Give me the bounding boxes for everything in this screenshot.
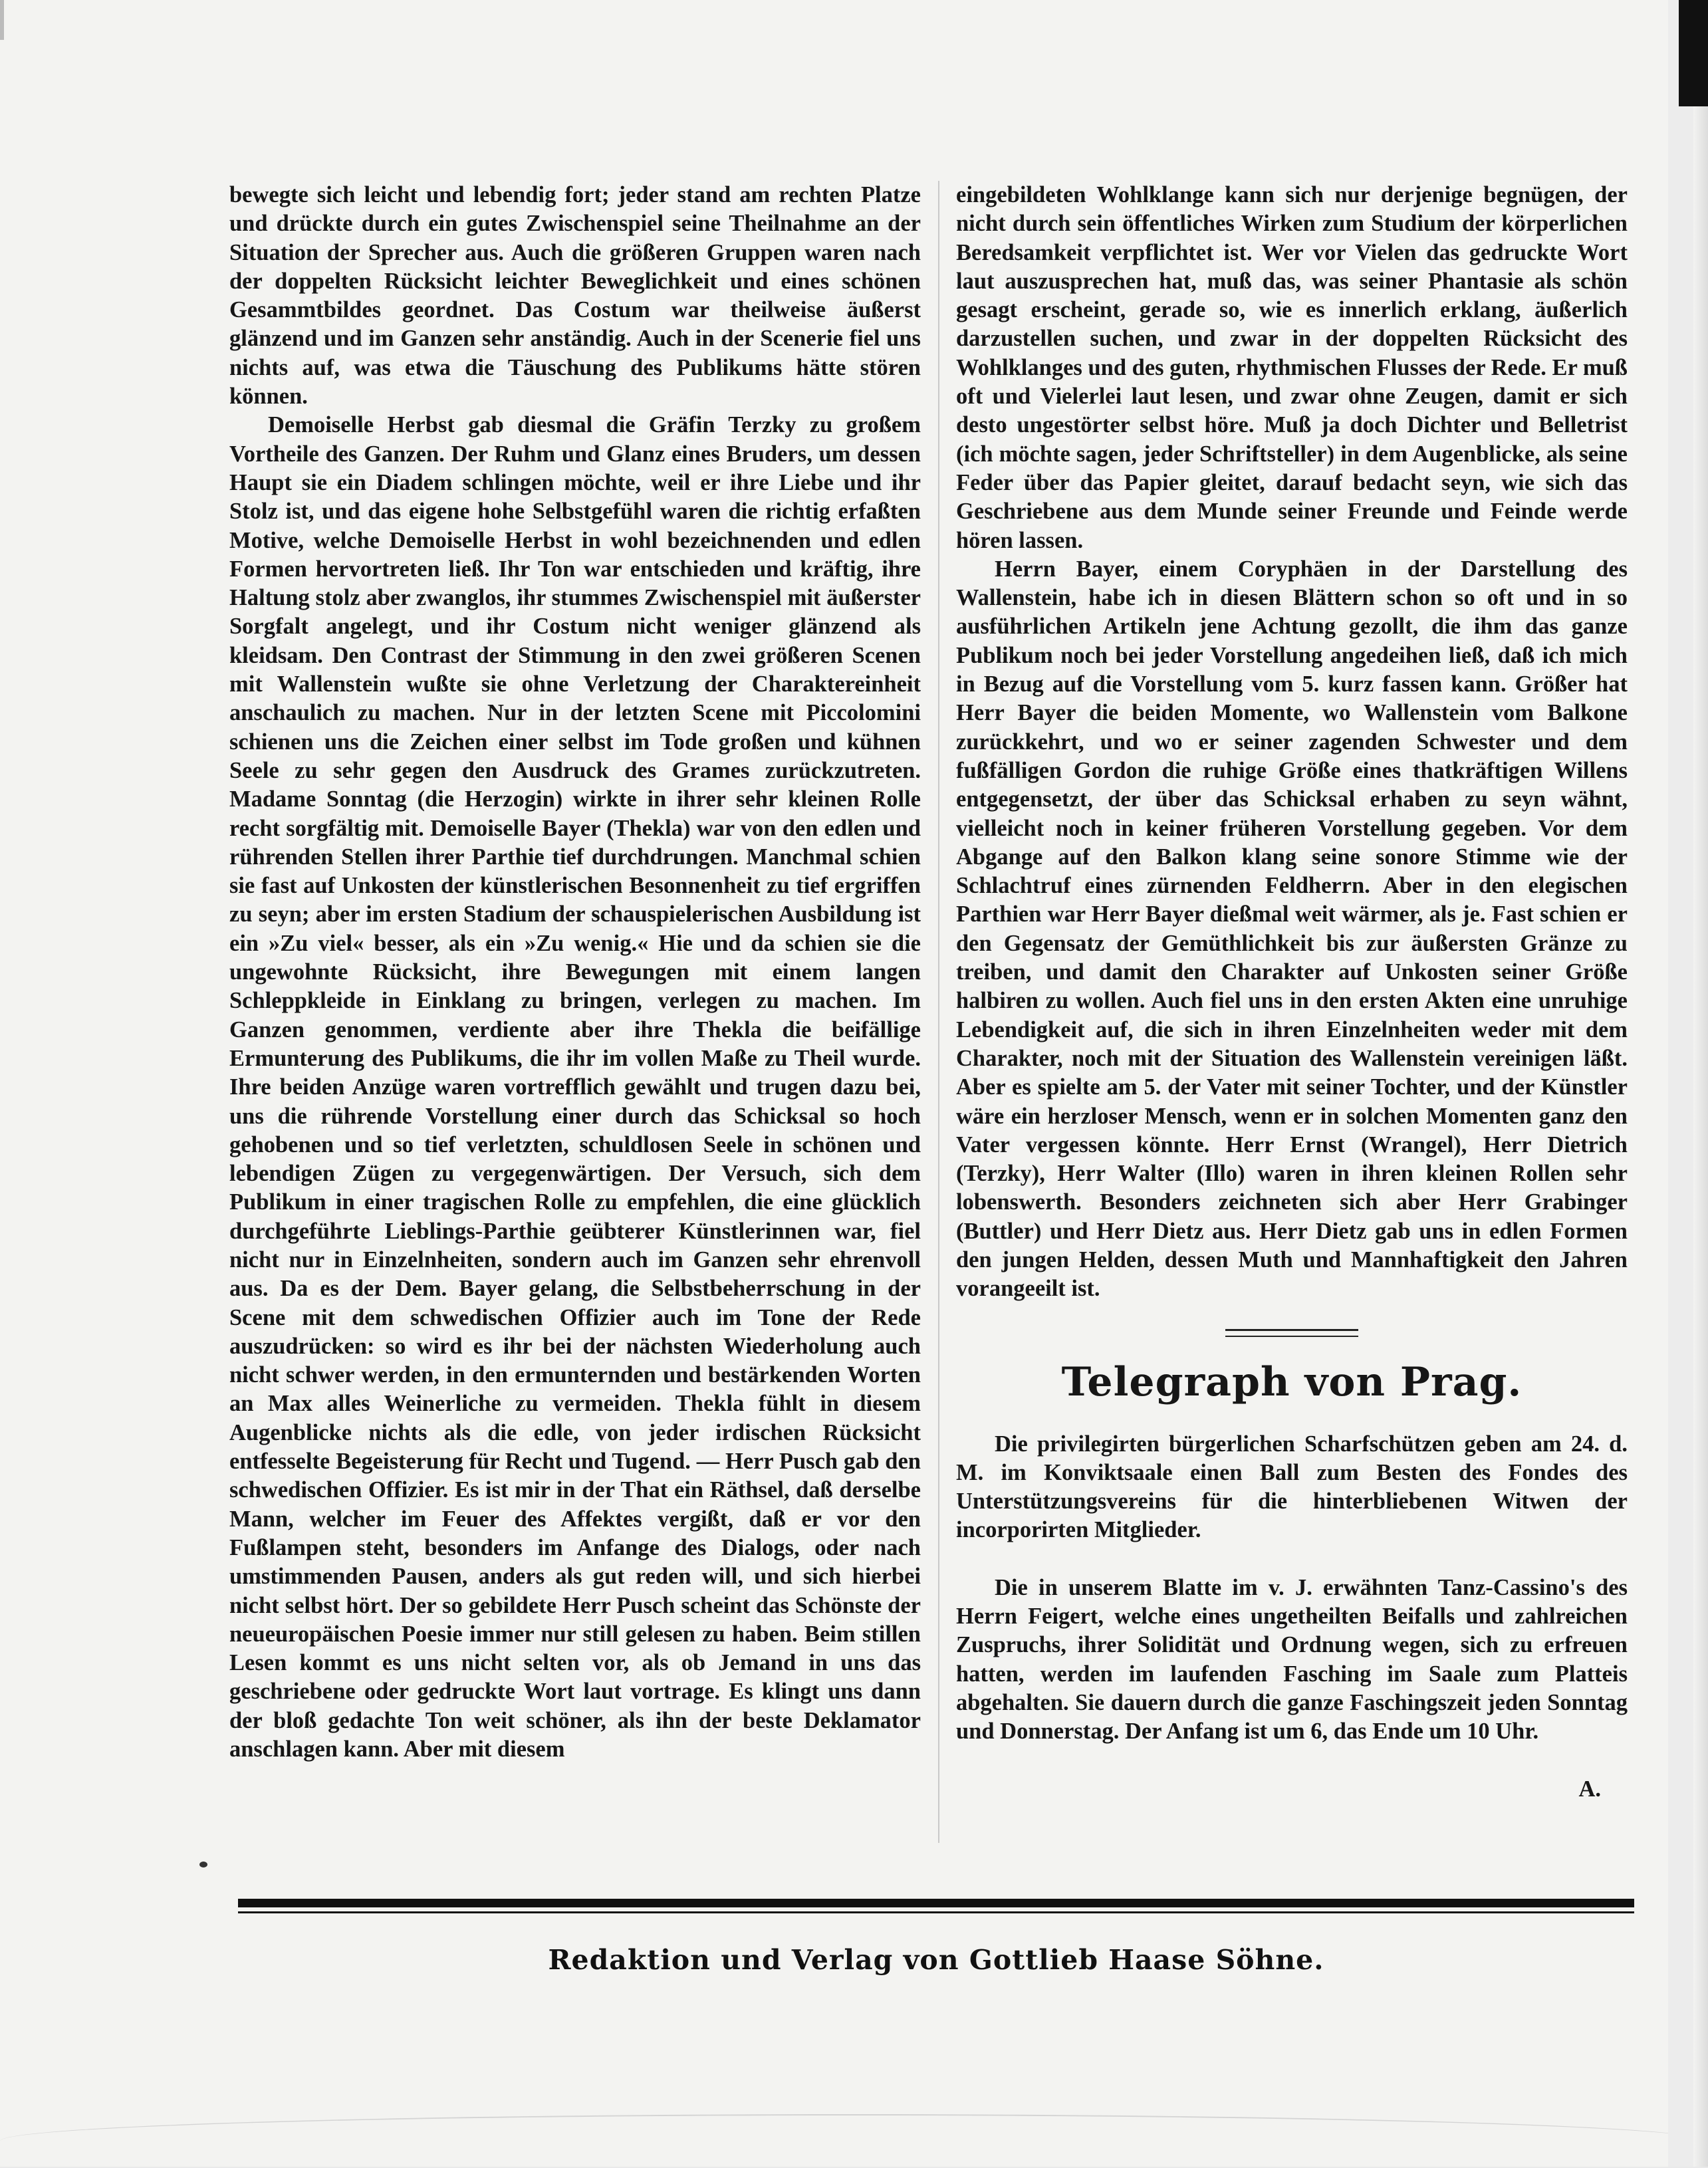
binding-shadow — [1693, 106, 1708, 2167]
page-curl-shadow — [0, 2114, 1708, 2168]
left-paragraph-2: Demoiselle Herbst gab diesmal die Gräfin Terzky zu großem Vortheile des Ganzen. Der Ruhm und Glanz eines Bruders, um dessen Haupt sie ein Diadem schlingen möchte, weil er ihre Liebe und ihr Stolz ist, und das eigene hohe Selbstgefühl waren die richtig erfaßten Motive, welche Demoiselle Herbst in wohl bezeichnenden und edlen Formen hervortreten ließ. Ihr Ton war entschieden und kräftig, ihre Haltung stolz aber zwanglos, ihr stummes Zwischenspiel mit äußerster Sorgfalt angelegt, und ihr Costum nicht weniger glänzend als kleidsam. Den Contrast der Stimmung in den zwei größeren Scenen mit Wallenstein wußte sie ohne Verletzung der Charaktereinheit anschaulich zu machen. Nur in der letzten Scene mit Piccolomini schienen uns die Zeichen einer selbst im Tode großen und kühnen Seele zu sehr gegen den Ausdruck des Grames zurückzutreten. Madame Sonntag (die Herzogin) wirkte in ihrer sehr kleinen Rolle recht sorgfältig mit. Demoiselle Bayer (Thekla) war von den edlen und rührenden Stellen ihrer Parthie tief durchdrungen. Manchmal schien sie fast auf Unkosten der künstlerischen Besonnenheit zu tief ergriffen zu seyn; aber im ersten Stadium der schauspielerischen Ausbildung ist ein »Zu viel« besser, als ein »Zu wenig.« Hie und da schien sie die ungewohnte Rücksicht, ihre Bewegungen mit einem langen Schleppkleide in Einklang zu bringen, verlegen zu machen. Im Ganzen genommen, verdiente aber ihre Thekla die beifällige Ermunterung des Publikums, die ihr im vollen Maße zu Theil wurde. Ihre beiden Anzüge waren vortrefflich gewählt und trugen dazu bei, uns die rührende Vorstellung einer durch das Schicksal so hoch gehobenen und so tief verletzten, schuldlosen Seele in schönen und lebendigen Zügen zu vergegenwärtigen. Der Versuch, sich dem Publikum in einer tragischen Rolle zu empfehlen, die eine glücklich durchgeführte Lieblings-Parthie geübterer Künstlerinnen war, fiel nicht nur in Einzelnheiten, sondern auch im Ganzen sehr ehrenvoll aus. Da es der Dem. Bayer gelang, die Selbstbeherrschung in der Scene mit dem schwedischen Offizier auch im Tone der Rede auszudrücken: so wird es ihr bei der nächsten Wiederholung auch nicht schwer werden, in den ermunternden und bestärkenden Worten an Max alles Weinerliche zu vermeiden. Thekla fühlt in diesem Augenblicke nichts als die edle, von jeder irdischen Rücksicht entfesselte Begeisterung für Recht und Tugend. — Herr Pusch gab den schwedischen Offizier. Es ist mir in der That ein Räthsel, daß derselbe Mann, welcher im Feuer des Affektes vergißt, daß er vor den Fußlampen steht, besonders im Anfange des Dialogs, oder nach umstimmenden Pausen, anders als gut reden will, und sich hierbei nicht selbst hört. Der so gebildete Herr Pusch scheint das Schönste der neueuropäischen Poesie immer nur still gelesen zu haben. Beim stillen Lesen kommt es uns nicht selten vor, als ob Jemand in uns das geschriebene oder gedruckte Wort laut vortrage. Es klingt uns dann der bloß gedachte Ton weit schöner, als ihn der beste Deklamator anschlagen kann. Aber mit diesem — [229, 412, 921, 1762]
column-rule — [938, 181, 939, 1843]
scan-right-margin — [1668, 0, 1708, 2167]
left-column — [229, 181, 921, 1764]
footer-rule-thick — [238, 1899, 1634, 1907]
section-divider — [1225, 1329, 1358, 1337]
right-paragraph-1: eingebildeten Wohlklange kann sich nur derjenige begnügen, der nicht durch sein öffentliches Wirken zum Studium der körperlichen Beredsamkeit verpflichtet ist. Wer vor Vielen das gedruckte Wort laut auszusprechen hat, muß das, was seiner Phantasie als schön gesagt erscheint, gerade so, wie es innerlich erklang, äußerlich darzustellen suchen, und zwar in der doppelten Rücksicht des Wohlklanges und des guten, rhythmischen Flusses der Rede. Er muß oft und Vielerlei laut lesen, und zwar ohne Zeugen, damit er sich desto ungestörter selbst höre. Muß ja doch Dichter und Belletrist (ich möchte sagen, jeder Schriftsteller) in dem Augenblicke, als seine Feder über das Papier gleitet, darauf bedacht seyn, wie sich das Geschriebene aus dem Munde seiner Freunde und Feinde werde hören lassen. — [956, 182, 1628, 553]
author-signature: A. — [1578, 1776, 1601, 1802]
ink-speck — [199, 1862, 207, 1867]
paragraph-spacer — [956, 1746, 1628, 1775]
section-paragraph-1: Die privilegirten bürgerlichen Scharfschützen geben am 24. d. M. im Konviktsaale einen Ball zum Besten des Fondes des Unterstützungsvereins für die hinterbliebenen Witwen der incorporirten Mitglieder. — [956, 1431, 1628, 1543]
section-paragraph-2: Die in unserem Blatte im v. J. erwähnten Tanz-Cassino's des Herrn Feigert, welche eines ungetheilten Beifalls und zahlreichen Zuspruchs, ihrer Solidität und Ordnung wegen, sich zu erfreuen hatten, werden im laufenden Fasching im Saale zum Platteis abgehalten. Sie dauern durch die ganze Faschingszeit jeden Sonntag und Donnerstag. Der Anfang ist um 6, das Ende um 10 Uhr. — [956, 1574, 1628, 1745]
left-paragraph-1: bewegte sich leicht und lebendig fort; jeder stand am rechten Platze und drückte durch ein gutes Zwischenspiel seine Theilnahme an der Situation der Sprecher aus. Auch die größeren Gruppen waren nach der doppelten Rücksicht leichter Beweglichkeit und eines schönen Gesammtbildes geordnet. Das Costum war theilweise äußerst glänzend und im Ganzen sehr anständig. Auch in der Scenerie fiel uns nichts auf, was etwa die Täuschung des Publikums hätte stören können. — [229, 182, 921, 410]
scan-edge-mark — [0, 0, 4, 40]
section-title: Telegraph von Prag. — [1061, 1358, 1523, 1405]
paragraph-spacer — [956, 1545, 1628, 1574]
binding-spine — [1679, 0, 1708, 106]
right-column — [956, 181, 1628, 1804]
publisher-imprint: Redaktion und Verlag von Gottlieb Haase Söhne. — [548, 1944, 1324, 1976]
right-paragraph-2: Herrn Bayer, einem Coryphäen in der Darstellung des Wallenstein, habe ich in diesen Blättern schon so oft und in so ausführlichen Artikeln jene Achtung gezollt, die ihm das ganze Publikum noch bei jeder Vorstellung angedeihen ließ, daß ich mich in Bezug auf die Vorstellung vom 5. kurz fassen kann. Größer hat Herr Bayer die beiden Momente, wo Wallenstein vom Balkone zurückkehrt, und wo er seiner zagenden Schwester und dem fußfälligen Gordon die ruhige Größe eines thatkräftigen Willens entgegensetzt, der über das Schicksal erhaben zu seyn wähnt, vielleicht noch in keiner früheren Vorstellung gegeben. Vor dem Abgange auf den Balkon klang seine sonore Stimme wie der Schlachtruf eines zürnenden Feldherrn. Aber in den elegischen Parthien war Herr Bayer dießmal weit wärmer, als je. Fast schien er den Gegensatz der Gemüthlichkeit bis zur äußersten Gränze zu treiben, und damit den Charakter auf Unkosten seiner Größe halbiren zu wollen. Auch fiel uns in den ersten Akten eine unruhige Lebendigkeit auf, die sich in ihren Einzelnheiten weder mit dem Charakter, noch mit der Situation des Wallenstein vereinigen läßt. Aber es spielte am 5. der Vater mit seiner Tochter, und der Künstler wäre ein herzloser Mensch, wenn er in solchen Momenten ganz den Vater vergessen könnte. Herr Ernst (Wrangel), Herr Dietrich (Terzky), Herr Walter (Illo) waren in ihren kleinen Rollen sehr lobenswerth. Besonders zeichneten sich aber Herr Grabinger (Buttler) und Herr Dietz aus. Herr Dietz gab uns in edlen Formen den jungen Helden, dessen Muth und Mannhaftigkeit den Jahren vorangeeilt ist. — [956, 556, 1628, 1302]
footer-rule-thin — [238, 1911, 1634, 1913]
